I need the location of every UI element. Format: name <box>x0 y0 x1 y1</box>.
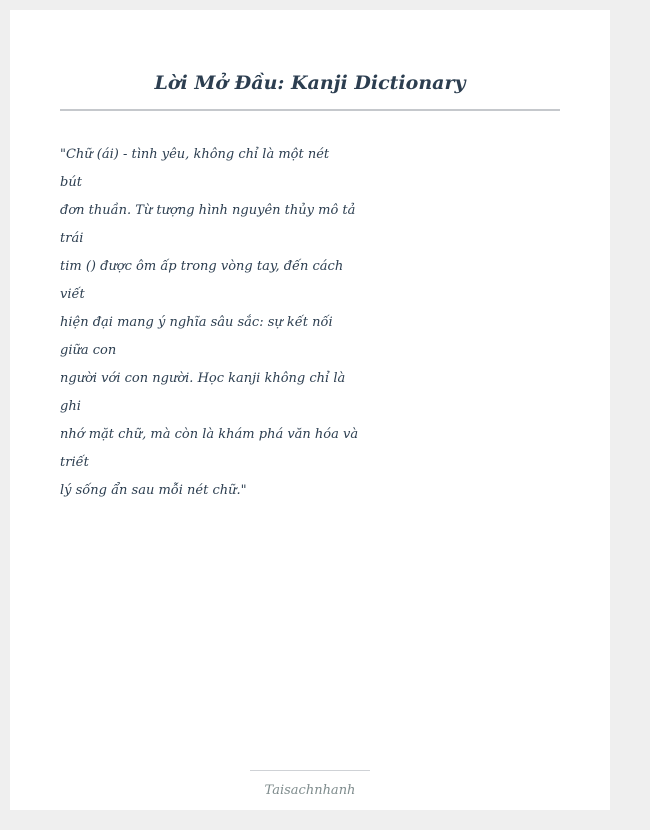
page-title: Lời Mở Đầu: Kanji Dictionary <box>154 72 466 94</box>
paragraph-line: hiện đại mang ý nghĩa sâu sắc: sự kết nối <box>60 315 333 330</box>
title-divider <box>60 109 560 111</box>
paragraph-line: người với con người. Học kanji không chỉ là <box>60 371 346 386</box>
paragraph-line: triết <box>60 455 89 470</box>
paragraph-line: trái <box>60 231 84 246</box>
paragraph-line: "Chữ (ái) - tình yêu, không chỉ là một nét <box>60 147 330 162</box>
paragraph-line: viết <box>60 287 85 302</box>
paragraph-line: ghi <box>60 399 81 414</box>
document-page <box>10 10 610 810</box>
paragraph-line: nhớ mặt chữ, mà còn là khám phá văn hóa và <box>60 427 359 442</box>
footer-brand: Taisachnhanh <box>264 783 356 798</box>
footer-divider <box>250 770 370 771</box>
paragraph-line: đơn thuần. Từ tượng hình nguyên thủy mô tả <box>60 203 356 218</box>
paragraph-line: bút <box>60 175 82 190</box>
paragraph-line: giữa con <box>60 343 117 358</box>
paragraph-line: tim () được ôm ấp trong vòng tay, đến cách <box>60 259 344 274</box>
quote-paragraph <box>60 141 360 505</box>
paragraph-line: lý sống ẩn sau mỗi nét chữ." <box>60 483 247 498</box>
